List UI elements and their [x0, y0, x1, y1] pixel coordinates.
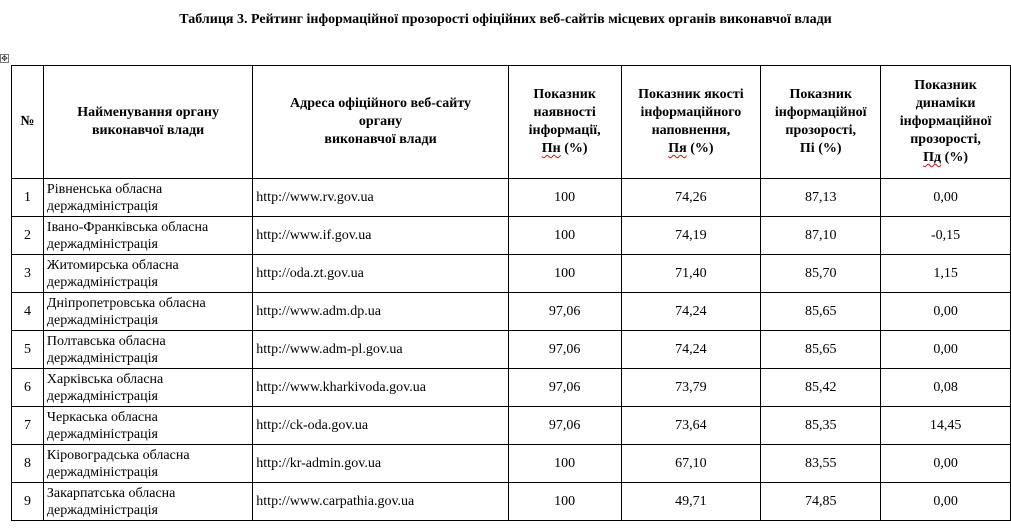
- website-url: http://ck-oda.gov.ua: [253, 407, 508, 445]
- website-url: http://kr-admin.gov.ua: [253, 445, 508, 483]
- header-dynamics-abbr: Пд: [923, 150, 942, 165]
- dynamics-value: 0,00: [881, 293, 1011, 331]
- authority-name: [43, 445, 252, 483]
- header-row: [12, 66, 1011, 179]
- availability-value: 100: [508, 255, 621, 293]
- header-quality-line: наповнення,: [651, 123, 731, 138]
- dynamics-value: 14,45: [881, 407, 1011, 445]
- authority-name-line: держадміністрація: [46, 198, 158, 214]
- row-number: 4: [12, 293, 44, 331]
- authority-name: [43, 331, 252, 369]
- quality-value: 74,19: [621, 217, 761, 255]
- website-url: http://www.kharkivoda.gov.ua: [253, 369, 508, 407]
- dynamics-value: 0,00: [881, 483, 1011, 521]
- header-availability-abbr: Пн: [541, 141, 561, 156]
- dynamics-value: 1,15: [881, 255, 1011, 293]
- row-number: 8: [12, 445, 44, 483]
- website-url: http://www.adm-pl.gov.ua: [253, 331, 508, 369]
- authority-name-line: Полтавська обласна: [46, 333, 166, 349]
- transparency-value: 74,85: [761, 483, 881, 521]
- authority-name-line: Кіровоградська обласна: [46, 447, 190, 463]
- dynamics-value: 0,00: [881, 179, 1011, 217]
- header-transparency-abbr: Пі: [799, 141, 815, 156]
- authority-name-line: держадміністрація: [46, 464, 158, 480]
- header-availability-symbol: [512, 140, 618, 158]
- website-url: http://www.carpathia.gov.ua: [253, 483, 508, 521]
- transparency-value: 85,65: [761, 331, 881, 369]
- header-url: [253, 66, 508, 179]
- header-transparency-symbol: [764, 140, 877, 158]
- header-availability-line: інформації,: [528, 123, 601, 138]
- website-url: http://www.adm.dp.ua: [253, 293, 508, 331]
- authority-name-line: держадміністрація: [46, 502, 158, 518]
- table-row: [12, 407, 1011, 445]
- header-dynamics-line: динаміки: [915, 96, 976, 111]
- transparency-value: 85,42: [761, 369, 881, 407]
- table-row: [12, 217, 1011, 255]
- header-dynamics: [881, 66, 1011, 179]
- header-dynamics-line: Показник: [914, 78, 977, 93]
- table-row: [12, 369, 1011, 407]
- quality-value: 74,26: [621, 179, 761, 217]
- header-quality-line: інформаційного: [640, 105, 742, 120]
- dynamics-value: 0,00: [881, 445, 1011, 483]
- header-dynamics-line: інформаційної: [899, 114, 992, 129]
- authority-name: [43, 293, 252, 331]
- authority-name-line: Черкаська обласна: [46, 409, 158, 425]
- header-dynamics-symbol: [884, 149, 1007, 167]
- header-number: №: [12, 66, 44, 179]
- header-availability: [508, 66, 621, 179]
- header-dynamics-line: прозорості,: [910, 132, 981, 147]
- quality-value: 49,71: [621, 483, 761, 521]
- dynamics-value: 0,08: [881, 369, 1011, 407]
- header-quality-line: Показник якості: [638, 87, 744, 102]
- transparency-value: 85,70: [761, 255, 881, 293]
- row-number: 3: [12, 255, 44, 293]
- header-quality-unit: (%): [686, 141, 714, 156]
- quality-value: 71,40: [621, 255, 761, 293]
- row-number: 5: [12, 331, 44, 369]
- quality-value: 67,10: [621, 445, 761, 483]
- header-availability-line: Показник: [533, 87, 596, 102]
- header-transparency: [761, 66, 881, 179]
- header-name-line: виконавчої влади: [91, 123, 205, 138]
- header-transparency-line: Показник: [789, 87, 853, 102]
- quality-value: 74,24: [621, 331, 761, 369]
- quality-value: 73,64: [621, 407, 761, 445]
- authority-name-line: держадміністрація: [46, 388, 158, 404]
- authority-name-line: держадміністрація: [46, 236, 158, 252]
- header-availability-unit: (%): [560, 141, 588, 156]
- header-name-line: Найменування органу: [77, 105, 219, 120]
- row-number: 6: [12, 369, 44, 407]
- header-name: [43, 66, 252, 179]
- transparency-value: 83,55: [761, 445, 881, 483]
- quality-value: 74,24: [621, 293, 761, 331]
- header-url-line: Адреса офіційного веб-сайту: [290, 96, 472, 111]
- header-transparency-line: інформаційної: [774, 105, 867, 120]
- authority-name-line: Дніпропетровська обласна: [46, 295, 206, 311]
- availability-value: 100: [508, 179, 621, 217]
- authority-name-line: держадміністрація: [46, 312, 158, 328]
- availability-value: 97,06: [508, 407, 621, 445]
- authority-name: [43, 483, 252, 521]
- transparency-value: 85,35: [761, 407, 881, 445]
- row-number: 1: [12, 179, 44, 217]
- authority-name-line: Житомирська обласна: [46, 257, 179, 273]
- transparency-value: 85,65: [761, 293, 881, 331]
- availability-value: 100: [508, 217, 621, 255]
- header-availability-line: наявності: [533, 105, 596, 120]
- transparency-value: 87,13: [761, 179, 881, 217]
- authority-name: [43, 407, 252, 445]
- authority-name-line: Харківська обласна: [46, 371, 164, 387]
- dynamics-value: -0,15: [881, 217, 1011, 255]
- availability-value: 97,06: [508, 331, 621, 369]
- header-dynamics-unit: (%): [941, 150, 968, 165]
- availability-value: 100: [508, 445, 621, 483]
- dynamics-value: 0,00: [881, 331, 1011, 369]
- website-url: http://www.rv.gov.ua: [253, 179, 508, 217]
- transparency-value: 87,10: [761, 217, 881, 255]
- website-url: http://oda.zt.gov.ua: [253, 255, 508, 293]
- table-row: [12, 179, 1011, 217]
- rating-table: [11, 65, 1011, 521]
- authority-name-line: Івано-Франківська обласна: [46, 219, 209, 235]
- authority-name-line: Рівненська обласна: [46, 181, 163, 197]
- table-row: [12, 483, 1011, 521]
- table-row: [12, 293, 1011, 331]
- authority-name-line: держадміністрація: [46, 274, 158, 290]
- row-number: 2: [12, 217, 44, 255]
- header-transparency-line: прозорості,: [785, 123, 857, 138]
- authority-name-line: держадміністрація: [46, 426, 158, 442]
- header-transparency-unit: (%): [814, 141, 842, 156]
- header-quality-abbr: Пя: [668, 141, 687, 156]
- header-url-line: органу: [358, 114, 403, 129]
- authority-name: [43, 369, 252, 407]
- header-quality-symbol: [625, 140, 758, 158]
- quality-value: 73,79: [621, 369, 761, 407]
- authority-name: [43, 179, 252, 217]
- row-number: 7: [12, 407, 44, 445]
- header-quality: [621, 66, 761, 179]
- table-row: [12, 445, 1011, 483]
- availability-value: 100: [508, 483, 621, 521]
- table-row: [12, 331, 1011, 369]
- authority-name: [43, 255, 252, 293]
- row-number: 9: [12, 483, 44, 521]
- availability-value: 97,06: [508, 369, 621, 407]
- table-caption: Таблиця 3. Рейтинг інформаційної прозорості офіційних веб-сайтів місцевих органів виконавчої влади: [179, 12, 832, 27]
- authority-name: [43, 217, 252, 255]
- availability-value: 97,06: [508, 293, 621, 331]
- authority-name-line: держадміністрація: [46, 350, 158, 366]
- header-url-line: виконавчої влади: [324, 132, 437, 147]
- authority-name-line: Закарпатська обласна: [46, 485, 176, 501]
- website-url: http://www.if.gov.ua: [253, 217, 508, 255]
- table-row: [12, 255, 1011, 293]
- move-cross-icon[interactable]: ✥: [1, 54, 8, 63]
